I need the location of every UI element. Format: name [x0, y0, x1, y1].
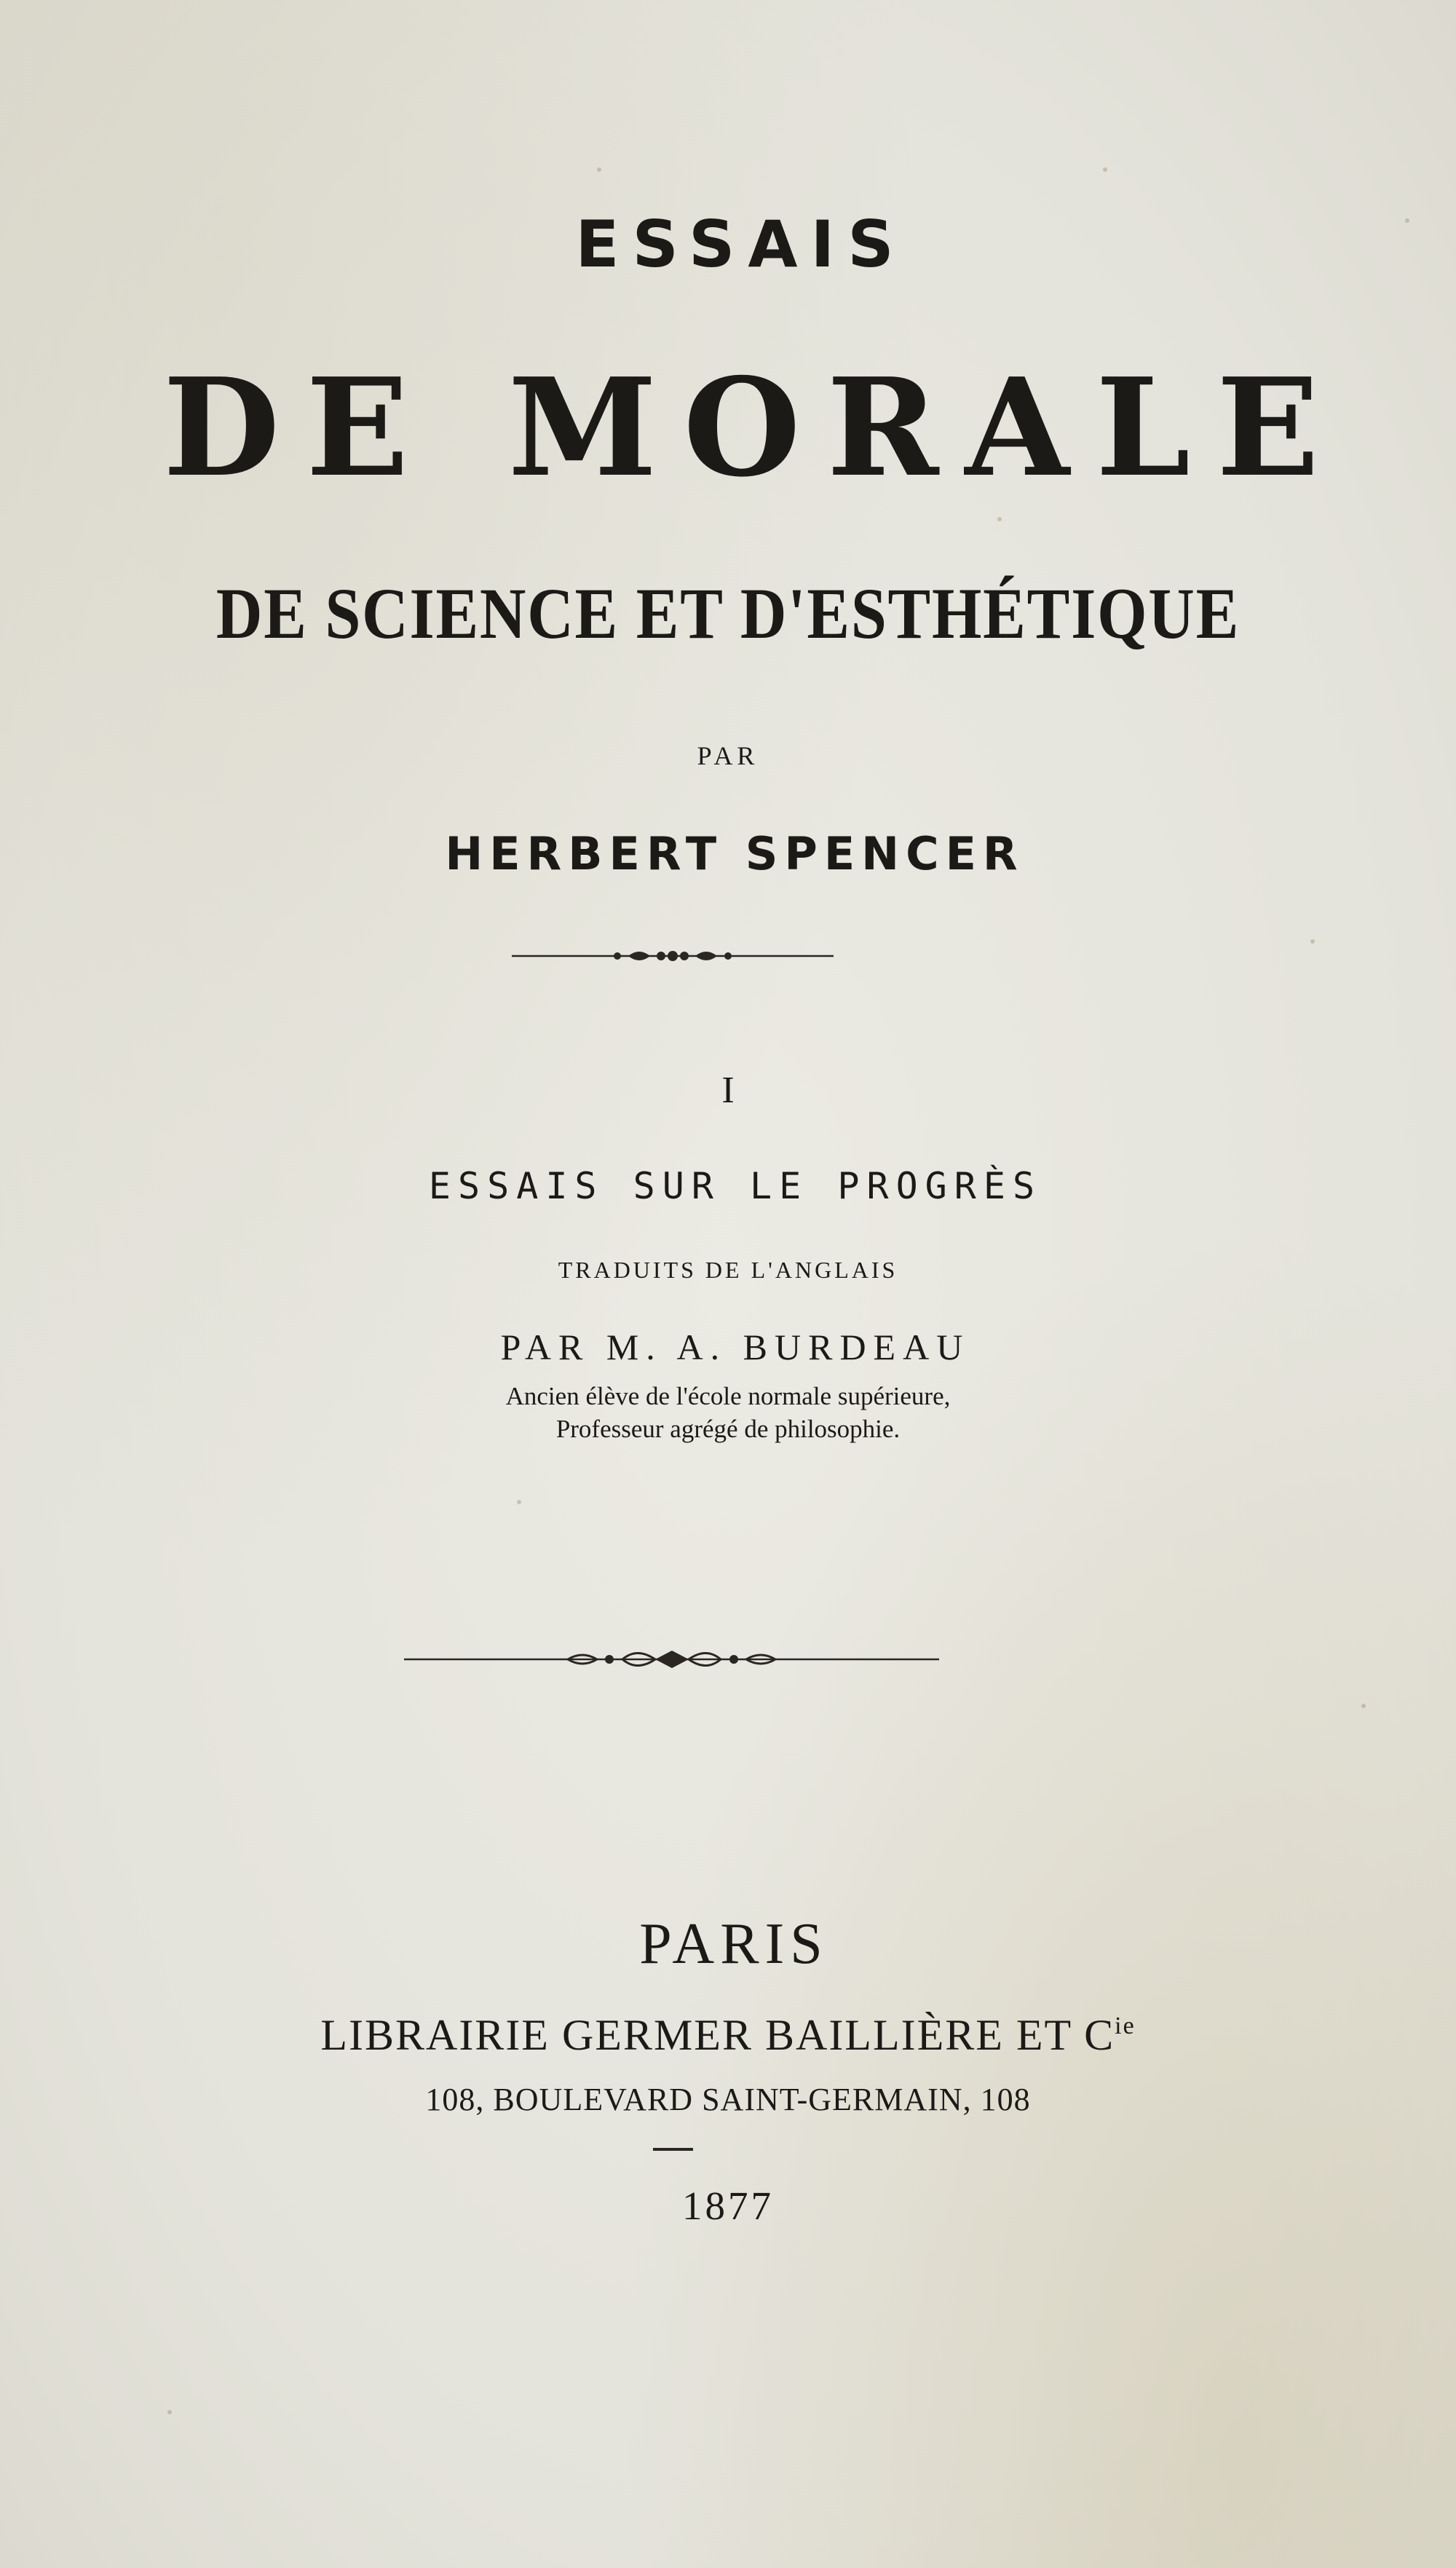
translator-credential: Professeur agrégé de philosophie. — [555, 1415, 901, 1443]
publisher-name: LIBRAIRIE GERMER BAILLIÈRE ET C — [320, 2011, 1115, 2059]
translator-credential: Ancien élève de l'école normale supérieure, — [505, 1382, 951, 1410]
ornament-rule-top — [512, 945, 834, 967]
foxing-speck — [167, 2410, 172, 2414]
foxing-speck — [517, 1500, 521, 1504]
title-essais: ESSAIS — [575, 207, 907, 282]
foxing-speck — [1310, 939, 1315, 944]
imprint-city: PARIS — [639, 1912, 828, 1976]
foxing-speck — [1361, 1704, 1366, 1708]
separator-dash — [653, 2148, 693, 2151]
translated-from: TRADUITS DE L'ANGLAIS — [558, 1257, 898, 1283]
imprint-year: 1877 — [682, 2184, 774, 2228]
foxing-speck — [1103, 167, 1107, 172]
main-title: DE MORALE — [162, 348, 1346, 507]
translator-name: PAR M. A. BURDEAU — [500, 1327, 970, 1367]
subtitle: DE SCIENCE ET D'ESTHÉTIQUE — [215, 573, 1241, 654]
publisher-abbrev-superscript: ie — [1115, 2012, 1136, 2039]
imprint-address: 108, BOULEVARD SAINT-GERMAIN, 108 — [425, 2082, 1031, 2117]
by-label: PAR — [697, 741, 759, 770]
volume-number: I — [721, 1070, 735, 1111]
imprint-publisher — [0, 2013, 1456, 2057]
foxing-speck — [597, 167, 601, 172]
foxing-speck — [997, 517, 1002, 521]
series-title: ESSAIS SUR LE PROGRÈS — [428, 1165, 1042, 1207]
ornament-rule-bottom — [404, 1647, 939, 1672]
author-name: HERBERT SPENCER — [445, 827, 1024, 880]
